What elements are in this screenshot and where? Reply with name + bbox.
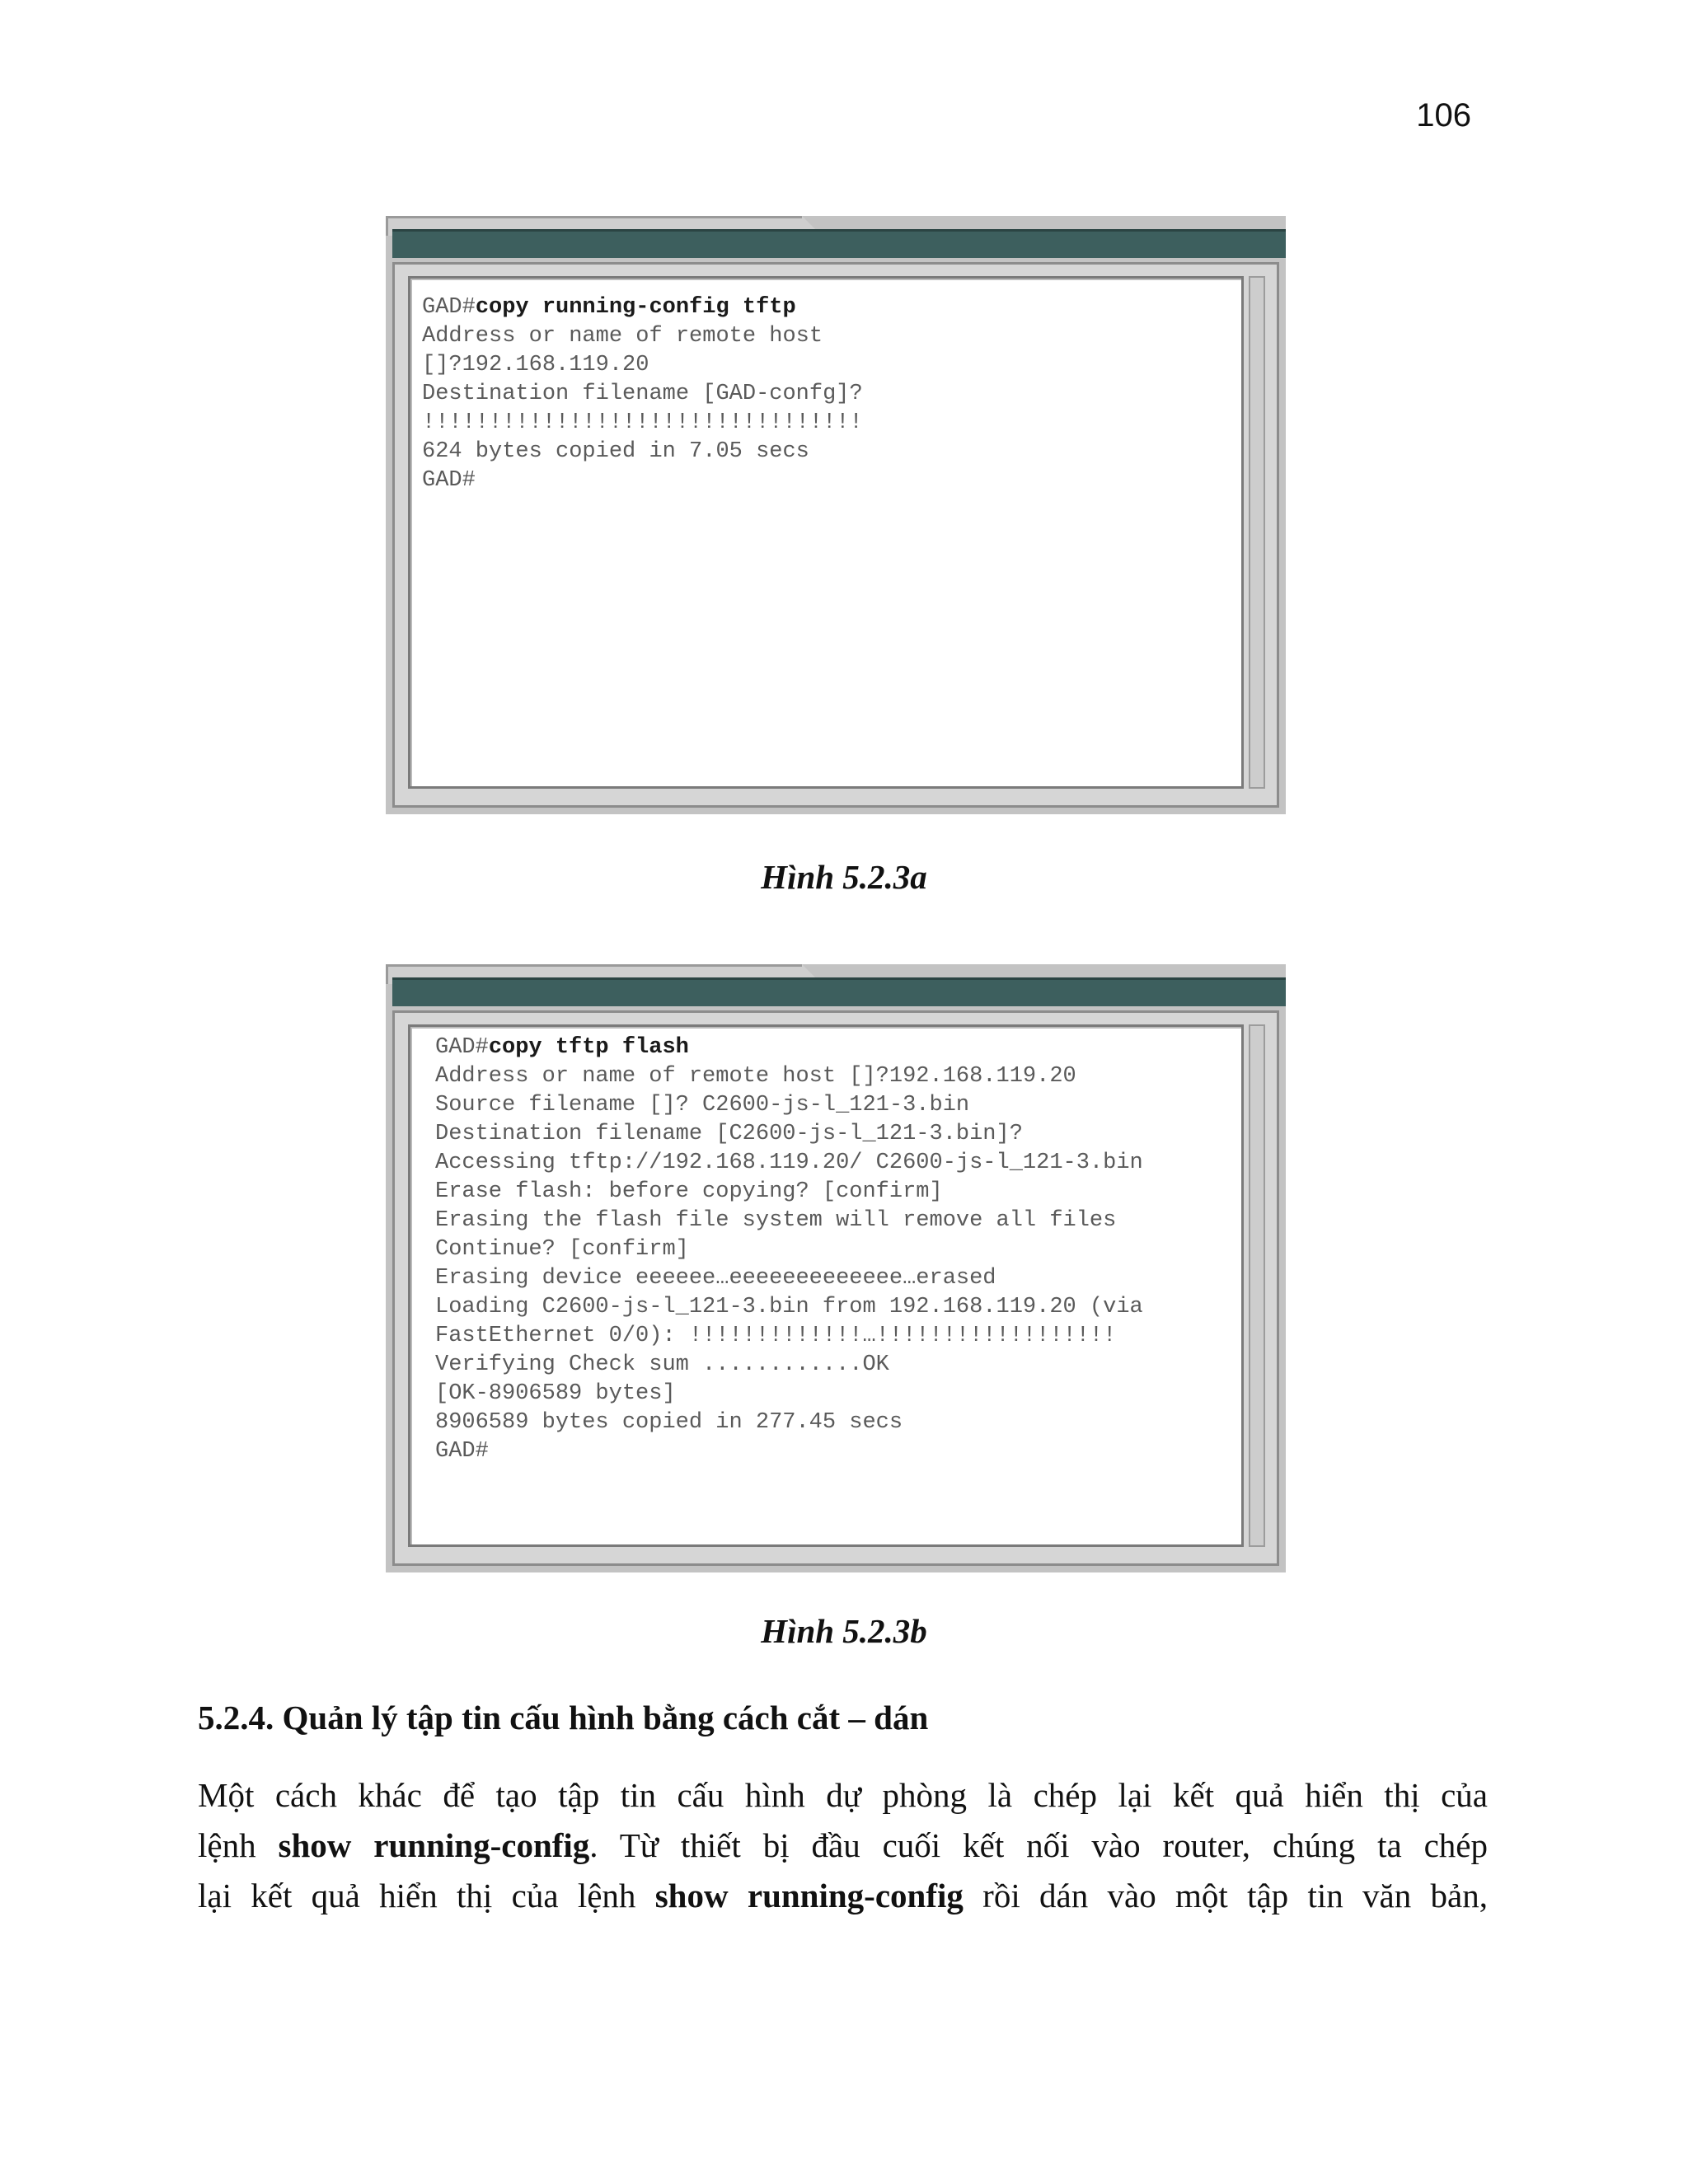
- paragraph-line: [198, 1871, 1488, 1921]
- console-line: Verifying Check sum ............OK: [435, 1352, 889, 1377]
- console-line: GAD#: [435, 1439, 489, 1464]
- text-run: . Từ thiết bị đầu cuối kết nối vào router, chúng ta chép: [589, 1826, 1488, 1864]
- console-line: Destination filename [C2600-js-l_121-3.bin]?: [435, 1122, 1023, 1146]
- section-heading: 5.2.4. Quản lý tập tin cấu hình bằng cách cắt – dán: [198, 1699, 929, 1736]
- terminal-figure-a: [386, 216, 1286, 814]
- terminal-frame: [392, 262, 1279, 808]
- console-command: copy tftp flash: [488, 1035, 689, 1060]
- terminal-title-bar: [392, 229, 1286, 258]
- text-run: rồi dán vào một tập tin văn bản,: [963, 1877, 1488, 1915]
- console-line: FastEthernet 0/0): !!!!!!!!!!!!!…!!!!!!!!!!!!!!!!!!: [435, 1324, 1117, 1348]
- console-prompt: GAD#: [422, 295, 476, 320]
- console-prompt: GAD#: [435, 1035, 489, 1060]
- console-line: GAD#: [422, 468, 476, 493]
- console-line: Continue? [confirm]: [435, 1237, 689, 1262]
- console-line: Address or name of remote host []?192.168.119.20: [435, 1064, 1076, 1089]
- console-output: [422, 293, 1241, 495]
- terminal-frame: [392, 1010, 1279, 1566]
- console-line: [OK-8906589 bytes]: [435, 1381, 676, 1406]
- console-line: !!!!!!!!!!!!!!!!!!!!!!!!!!!!!!!!!: [422, 410, 863, 435]
- console-line: Erase flash: before copying? [confirm]: [435, 1179, 943, 1204]
- console-line: [422, 293, 1241, 322]
- console-line: Erasing device eeeeee…eeeeeeeeeeeee…erased: [435, 1266, 996, 1291]
- terminal-screen: [408, 1024, 1244, 1547]
- text-run: lại kết quả hiển thị của lệnh: [198, 1877, 655, 1915]
- text-run: lệnh: [198, 1826, 279, 1864]
- console-line: Destination filename [GAD-confg]?: [422, 382, 863, 406]
- terminal-scrollbar: [1249, 1024, 1265, 1547]
- console-command: copy running-config tftp: [475, 295, 796, 320]
- console-line: Erasing the flash file system will remove all files: [435, 1208, 1117, 1233]
- paragraph-line: [198, 1770, 1488, 1821]
- console-line: Accessing tftp://192.168.119.20/ C2600-js-l_121-3.bin: [435, 1151, 1143, 1175]
- terminal-title-bar: [392, 977, 1286, 1006]
- console-line: []?192.168.119.20: [422, 353, 649, 377]
- figure-b-caption: Hình 5.2.3b: [761, 1612, 927, 1650]
- terminal-figure-b: [386, 964, 1286, 1572]
- console-line: Source filename []? C2600-js-l_121-3.bin: [435, 1093, 970, 1118]
- body-paragraph: [198, 1770, 1488, 1921]
- inline-command: show running-config: [278, 1826, 590, 1864]
- console-line: [435, 1033, 1241, 1062]
- console-line: 8906589 bytes copied in 277.45 secs: [435, 1410, 903, 1435]
- terminal-screen: [408, 276, 1244, 789]
- console-line: 624 bytes copied in 7.05 secs: [422, 439, 809, 464]
- inline-command: show running-config: [654, 1877, 964, 1915]
- console-line: Loading C2600-js-l_121-3.bin from 192.168.119.20 (via: [435, 1295, 1143, 1319]
- page-number: 106: [1416, 97, 1471, 134]
- console-output: [435, 1033, 1241, 1466]
- paragraph-line: [198, 1821, 1488, 1871]
- terminal-scrollbar: [1249, 276, 1265, 789]
- console-line: Address or name of remote host: [422, 324, 823, 349]
- figure-a-caption: Hình 5.2.3a: [761, 858, 927, 896]
- text-run: Một cách khác để tạo tập tin cấu hình dự phòng là chép lại kết quả hiển thị của: [198, 1776, 1488, 1814]
